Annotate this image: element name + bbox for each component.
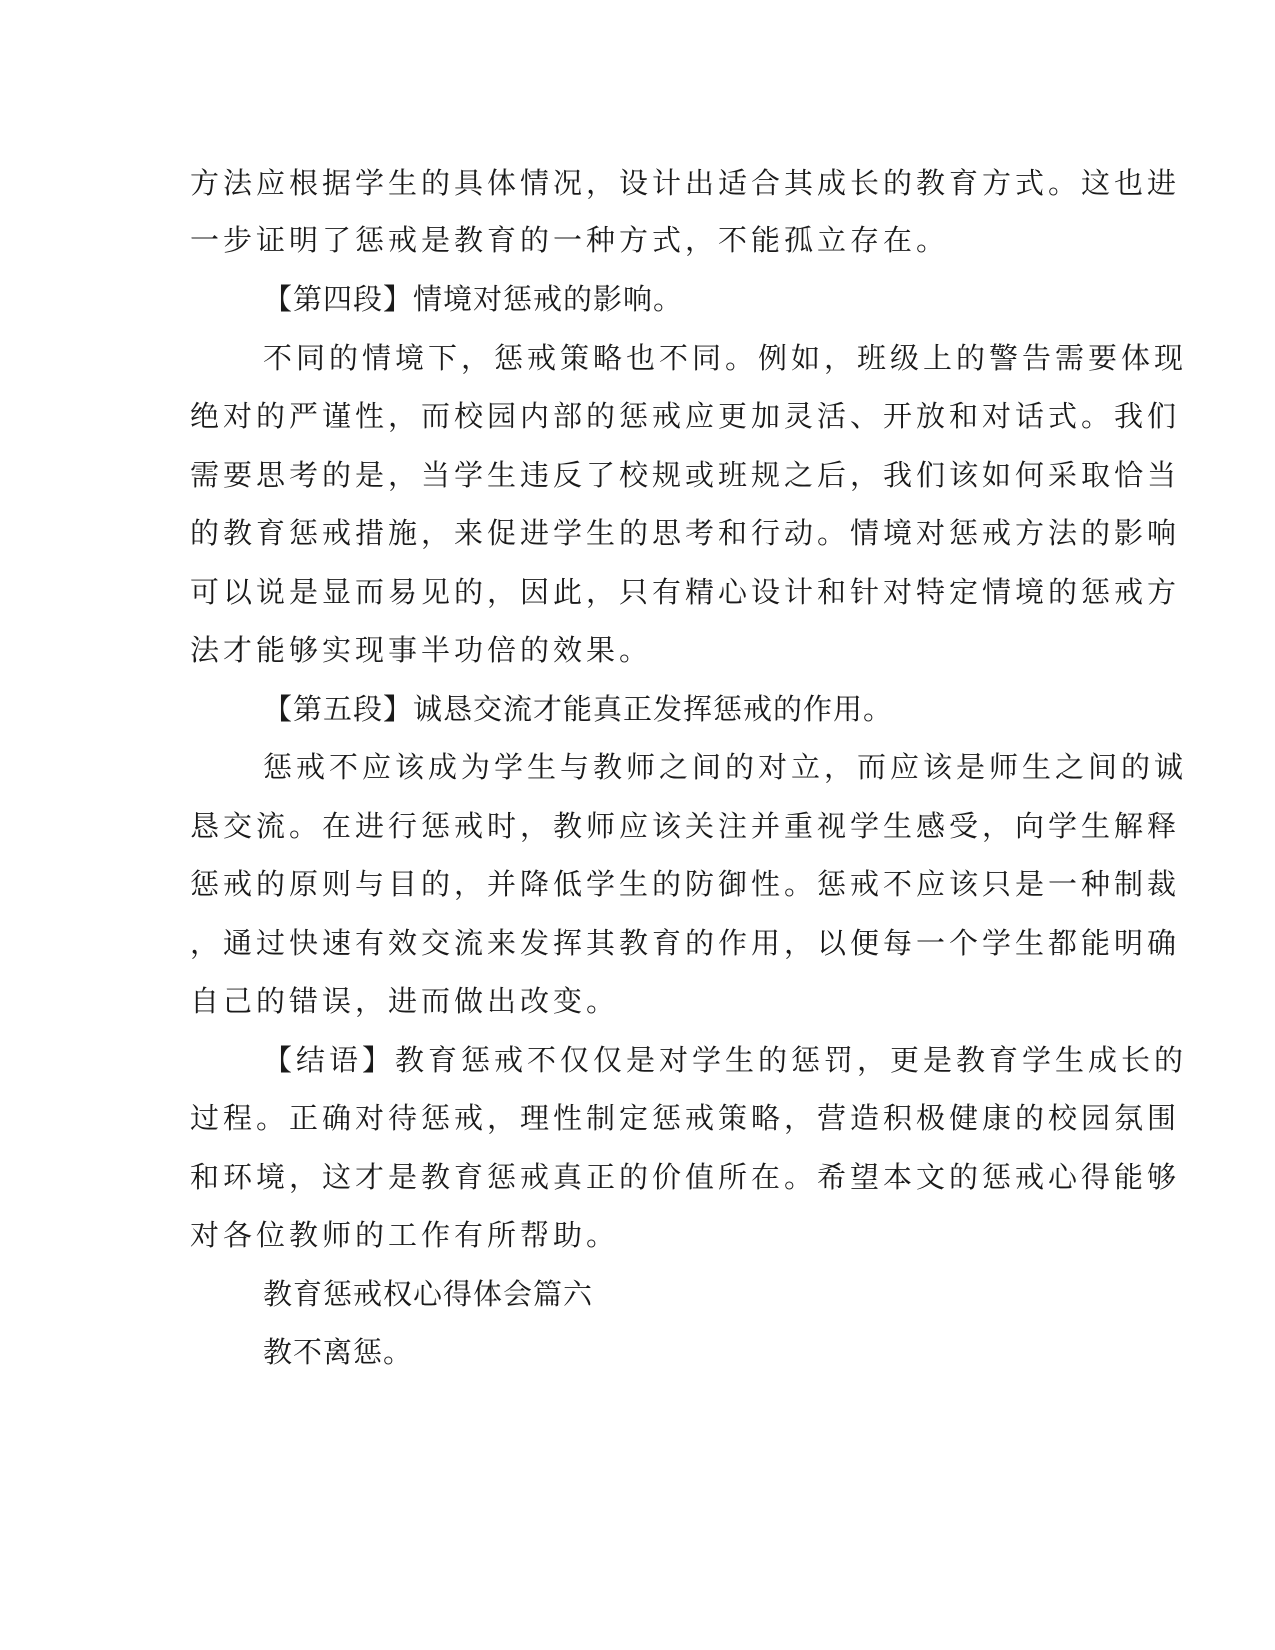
- body-text-line: 可以说是显而易见的，因此，只有精心设计和针对特定情境的惩戒方: [190, 575, 1181, 609]
- body-text-line: 方法应根据学生的具体情况，设计出适合其成长的教育方式。这也进: [190, 166, 1181, 200]
- body-text-line: 绝对的严谨性，而校园内部的惩戒应更加灵活、开放和对话式。我们: [190, 399, 1181, 433]
- body-text-line: 惩戒的原则与目的，并降低学生的防御性。惩戒不应该只是一种制裁: [190, 867, 1181, 901]
- body-text-line: 惩戒不应该成为学生与教师之间的对立，而应该是师生之间的诚: [263, 750, 1188, 784]
- body-text-line: 和环境，这才是教育惩戒真正的价值所在。希望本文的惩戒心得能够: [190, 1160, 1181, 1194]
- body-text-line: 的教育惩戒措施，来促进学生的思考和行动。情境对惩戒方法的影响: [190, 516, 1181, 550]
- body-text-line: 不同的情境下，惩戒策略也不同。例如，班级上的警告需要体现: [263, 341, 1188, 375]
- body-text-line: 一步证明了惩戒是教育的一种方式，不能孤立存在。: [190, 223, 950, 257]
- conclusion-line: 【结语】教育惩戒不仅仅是对学生的惩罚，更是教育学生成长的: [263, 1043, 1188, 1077]
- body-text-line: 法才能够实现事半功倍的效果。: [190, 633, 653, 667]
- section-heading-4: 【第四段】情境对惩戒的影响。: [263, 282, 684, 316]
- body-text-line: 自己的错误，进而做出改变。: [190, 984, 620, 1018]
- body-text-line: 教不离惩。: [263, 1335, 414, 1369]
- body-text-line: 对各位教师的工作有所帮助。: [190, 1218, 620, 1252]
- body-text-line: 恳交流。在进行惩戒时，教师应该关注并重视学生感受，向学生解释: [190, 809, 1181, 843]
- body-text-line: 过程。正确对待惩戒，理性制定惩戒策略，营造积极健康的校园氛围: [190, 1101, 1181, 1135]
- article-title: 教育惩戒权心得体会篇六: [263, 1277, 594, 1311]
- body-text-line: 需要思考的是，当学生违反了校规或班规之后，我们该如何采取恰当: [190, 458, 1181, 492]
- section-heading-5: 【第五段】诚恳交流才能真正发挥惩戒的作用。: [263, 692, 894, 726]
- body-text-line: ，通过快速有效交流来发挥其教育的作用，以便每一个学生都能明确: [190, 926, 1181, 960]
